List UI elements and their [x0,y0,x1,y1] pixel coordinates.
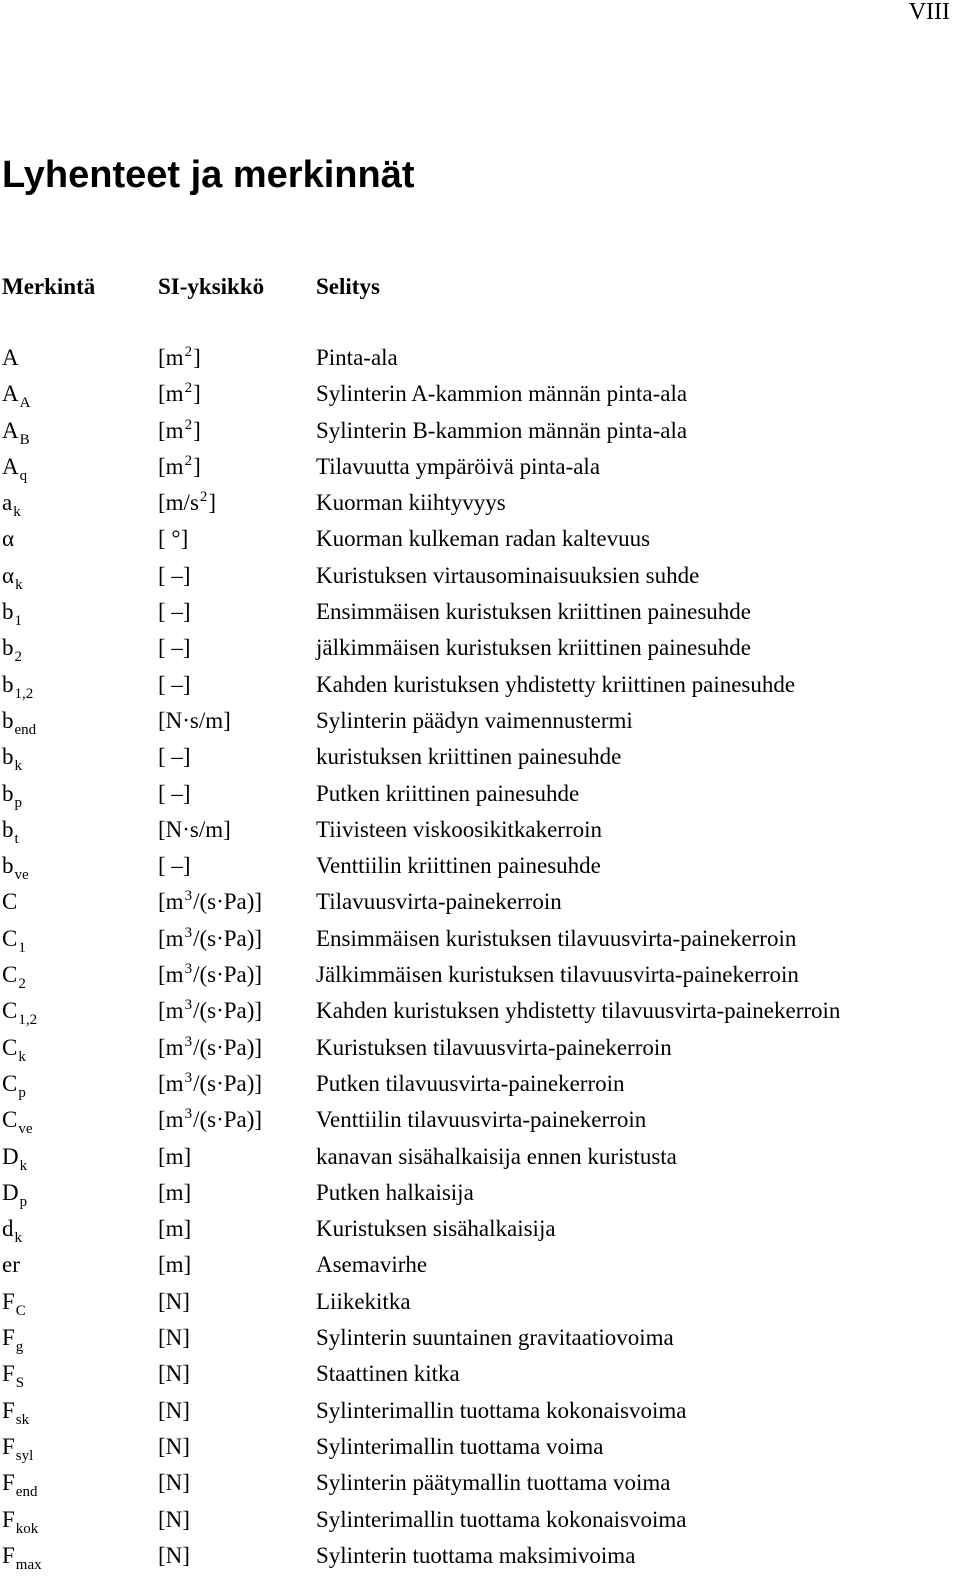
symbol-cell [2,1139,27,1178]
symbol-cell [2,1502,38,1541]
description-cell: Putken halkaisija [316,1179,474,1205]
symbol-subscript: ve [14,867,29,884]
unit-cell [158,848,191,884]
table-row [0,1175,960,1211]
symbol-subscript: k [15,576,23,593]
unit-cell [158,1284,190,1320]
unit-cell [158,1102,262,1141]
unit-text: [ –] [158,780,191,806]
description-cell: Kahden kuristuksen yhdistetty tilavuusvirta-painekerroin [316,998,841,1024]
table-row [0,449,960,485]
description-cell: Kuorman kiihtyvyys [316,490,506,516]
symbol-main: C [2,998,18,1024]
symbol-main: A [2,381,19,407]
unit-text: [m [158,962,184,988]
unit-cell [158,594,191,630]
symbol-cell [2,521,14,557]
unit-text: [N] [158,1433,190,1459]
symbol-cell [2,1066,26,1105]
description-cell: Sylinterin päätymallin tuottama voima [316,1470,671,1496]
unit-text-suffix: /(s·Pa)] [193,889,263,915]
table-row [0,1102,960,1138]
description-cell: Sylinterin suuntainen gravitaatiovoima [316,1325,674,1351]
description-cell: kuristuksen kriittinen painesuhde [316,744,622,770]
symbol-main: b [2,780,14,806]
symbol-subscript: 1,2 [14,685,34,702]
symbol-cell [2,1247,20,1283]
symbol-subscript: p [18,1084,26,1101]
symbol-main: b [2,599,14,625]
description-cell: Venttiilin kriittinen painesuhde [316,853,601,879]
description-cell: Sylinterimallin tuottama kokonaisvoima [316,1397,687,1423]
unit-text-suffix: /(s·Pa)] [193,1107,263,1133]
description-cell: Asemavirhe [316,1252,428,1278]
unit-cell [158,667,191,703]
symbol-main: C [2,889,18,915]
unit-text: [m] [158,1179,192,1205]
symbol-subscript: max [15,1556,42,1573]
symbol-cell [2,703,36,742]
table-row [0,1284,960,1320]
table-row [0,776,960,812]
symbol-subscript: ve [18,1121,33,1138]
symbol-cell [2,630,22,669]
unit-cell [158,521,188,557]
table-row [0,1465,960,1501]
symbol-main: b [2,816,14,842]
symbol-subscript: C [15,1302,26,1319]
symbol-subscript: p [14,794,22,811]
symbol-subscript: syl [15,1447,34,1464]
unit-text: [m [158,1070,184,1096]
symbol-subscript: k [14,1230,22,1247]
symbol-cell [2,558,23,597]
table-row [0,1502,960,1538]
description-cell: Kuristuksen virtausominaisuuksien suhde [316,562,700,588]
symbol-cell [2,921,26,960]
description-cell: Ensimmäisen kuristuksen kriittinen painesuhde [316,599,752,625]
unit-cell [158,558,191,594]
symbol-cell [2,1429,33,1468]
table-row [0,594,960,630]
unit-text: [N] [158,1470,190,1496]
unit-cell [158,630,191,666]
description-cell: Putken tilavuusvirta-painekerroin [316,1070,625,1096]
symbol-cell [2,957,26,996]
symbol-subscript: t [14,830,19,847]
description-cell: Sylinterin B-kammion männän pinta-ala [316,417,688,443]
symbol-subscript: end [14,721,37,738]
symbol-main: C [2,925,18,951]
symbol-subscript: k [13,504,21,521]
unit-cell [158,739,191,775]
symbol-cell [2,1356,24,1395]
symbol-main: b [2,853,14,879]
description-cell: Staattinen kitka [316,1361,460,1387]
symbol-main: C [2,1034,18,1060]
description-cell: kanavan sisähalkaisija ennen kuristusta [316,1143,677,1169]
unit-cell [158,921,262,960]
unit-text-suffix: ] [193,345,201,370]
symbol-main: b [2,671,14,697]
symbol-cell [2,776,22,815]
unit-cell [158,1502,190,1538]
unit-text: [m [158,453,184,479]
symbol-main: α [2,526,15,552]
table-row [0,667,960,703]
table-row [0,1356,960,1392]
header-unit: SI-yksikkö [158,274,265,299]
table-row [0,1538,960,1574]
unit-cell [158,449,201,488]
symbol-subscript: g [15,1339,24,1356]
symbol-main: D [2,1143,19,1169]
unit-text: [N] [158,1397,190,1423]
symbol-cell [2,667,33,706]
unit-cell [158,884,262,923]
symbol-subscript: k [14,758,22,775]
unit-superscript: 3 [184,924,193,941]
header-description: Selitys [316,274,380,299]
table-row [0,1247,960,1283]
unit-superscript: 3 [184,1069,193,1086]
symbol-cell [2,413,30,452]
unit-text: [m [158,998,184,1024]
unit-text: [m [158,1034,184,1060]
table-row [0,376,960,412]
symbol-main: α [2,562,15,588]
symbol-main: d [2,1216,14,1242]
table-row [0,1066,960,1102]
unit-text: [N] [158,1361,190,1387]
table-row [0,340,960,376]
symbol-subscript: p [19,1193,28,1210]
unit-text: [m] [158,1143,192,1169]
unit-text: [N·s/m] [158,707,231,733]
unit-cell [158,1356,190,1392]
symbol-main: b [2,707,14,733]
table-row [0,703,960,739]
description-cell: Sylinterimallin tuottama voima [316,1433,604,1459]
unit-cell [158,1538,190,1574]
page-number: VIII [908,0,950,25]
table-row [0,485,960,521]
unit-text-suffix: /(s·Pa)] [193,1034,263,1060]
table-row [0,957,960,993]
unit-text: [m] [158,1252,192,1278]
unit-text: [m [158,1107,184,1133]
symbol-list [0,340,960,1574]
symbol-main: C [2,1070,18,1096]
unit-superscript: 2 [184,452,193,469]
symbol-cell [2,449,27,488]
symbol-subscript: kok [15,1520,39,1537]
unit-superscript: 3 [184,961,193,978]
symbol-main: C [2,1107,18,1133]
description-cell: Sylinterin päädyn vaimennustermi [316,707,633,733]
symbol-main: A [2,345,19,370]
table-row [0,739,960,775]
unit-text: [N] [158,1542,190,1568]
symbol-main: A [2,453,19,479]
symbol-subscript: q [19,467,28,484]
symbol-subscript: 1,2 [18,1012,38,1029]
symbol-subscript: 2 [18,976,26,993]
unit-text: [m/s [158,490,199,516]
unit-text-suffix: ] [208,490,217,516]
description-cell: Sylinterin A-kammion männän pinta-ala [316,381,688,407]
description-cell: Pinta-ala [316,345,398,370]
symbol-main: F [2,1325,15,1351]
unit-text: [N] [158,1325,190,1351]
table-header [0,272,960,302]
description-cell: Kahden kuristuksen yhdistetty kriittinen painesuhde [316,671,796,697]
unit-superscript: 3 [184,997,193,1014]
symbol-main: F [2,1542,15,1568]
unit-superscript: 2 [184,380,193,397]
unit-text: [N·s/m] [158,816,231,842]
symbol-cell [2,1284,26,1323]
symbol-cell [2,1393,29,1432]
symbol-main: a [2,490,13,516]
unit-text: [m [158,925,184,951]
description-cell: jälkimmäisen kuristuksen kriittinen painesuhde [316,635,752,661]
symbol-cell [2,1465,37,1504]
symbol-cell [2,812,19,851]
symbol-main: F [2,1433,15,1459]
unit-cell [158,812,231,848]
unit-cell [158,1429,190,1465]
header-symbol: Merkintä [2,274,96,299]
unit-text: [ –] [158,671,191,697]
symbol-subscript: S [15,1375,25,1392]
unit-cell [158,1030,262,1069]
symbol-cell [2,594,22,633]
unit-text: [ –] [158,635,191,661]
unit-cell [158,1465,190,1501]
symbol-main: F [2,1397,15,1423]
symbol-main: b [2,744,14,770]
unit-text-suffix: /(s·Pa)] [193,962,263,988]
unit-text-suffix: ] [193,453,201,479]
symbol-cell [2,884,17,920]
symbol-subscript: A [19,395,31,412]
page-title: Lyhenteet ja merkinnät [2,154,415,196]
symbol-subscript: 1 [18,939,26,956]
description-cell: Tilavuusvirta-painekerroin [316,889,562,915]
table-row [0,848,960,884]
unit-text: [m [158,417,184,443]
symbol-main: b [2,635,14,661]
unit-superscript: 2 [199,489,208,506]
symbol-cell [2,1102,33,1141]
unit-superscript: 2 [184,416,193,433]
symbol-main: F [2,1288,15,1314]
unit-cell [158,1393,190,1429]
unit-text: [m] [158,1216,192,1242]
description-cell: Sylinterin tuottama maksimivoima [316,1542,636,1568]
table-row [0,1429,960,1465]
unit-text-suffix: /(s·Pa)] [193,925,263,951]
table-row [0,884,960,920]
symbol-subscript: k [19,1157,28,1174]
description-cell: Kuorman kulkeman radan kaltevuus [316,526,651,552]
symbol-main: F [2,1470,15,1496]
unit-superscript: 3 [184,1033,193,1050]
symbol-subscript: k [18,1048,26,1065]
description-cell: Liikekitka [316,1288,411,1314]
symbol-subscript: B [19,431,30,448]
table-row [0,1320,960,1356]
unit-text-suffix: ] [193,381,201,407]
symbol-subscript: sk [15,1411,30,1428]
symbol-cell [2,1030,26,1069]
unit-cell [158,1211,191,1247]
symbol-cell [2,485,21,524]
unit-cell [158,1066,262,1105]
unit-text: [m [158,381,184,407]
unit-text: [ °] [158,526,189,552]
unit-cell [158,340,201,379]
unit-cell [158,776,191,812]
symbol-subscript: 2 [14,649,22,666]
description-cell: Kuristuksen sisähalkaisija [316,1216,556,1242]
unit-text: [ –] [158,599,191,625]
table-row [0,921,960,957]
unit-text-suffix: /(s·Pa)] [193,998,263,1024]
symbol-subscript: 1 [14,613,22,630]
description-cell: Putken kriittinen painesuhde [316,780,580,806]
symbol-cell [2,1320,23,1359]
unit-cell [158,993,262,1032]
description-cell: Venttiilin tilavuusvirta-painekerroin [316,1107,647,1133]
unit-cell [158,1320,190,1356]
unit-text: [m [158,345,184,370]
symbol-main: er [2,1252,20,1278]
unit-cell [158,1175,191,1211]
unit-cell [158,957,262,996]
symbol-cell [2,1538,42,1577]
unit-cell [158,703,231,739]
unit-cell [158,376,201,415]
symbol-cell [2,739,22,778]
unit-cell [158,1247,191,1283]
symbol-cell [2,848,29,887]
table-row [0,812,960,848]
symbol-main: D [2,1179,19,1205]
table-row [0,1139,960,1175]
unit-text: [ –] [158,853,191,879]
description-cell: Tilavuutta ympäröivä pinta-ala [316,453,601,479]
description-cell: Sylinterimallin tuottama kokonaisvoima [316,1506,687,1532]
table-row [0,1211,960,1247]
table-row [0,1030,960,1066]
unit-text: [N] [158,1506,190,1532]
unit-superscript: 2 [184,344,193,360]
unit-cell [158,1139,191,1175]
unit-cell [158,485,216,524]
unit-text-suffix: /(s·Pa)] [193,1070,263,1096]
symbol-cell [2,1175,27,1214]
symbol-cell [2,1211,22,1250]
symbol-cell [2,376,30,415]
description-cell: Kuristuksen tilavuusvirta-painekerroin [316,1034,672,1060]
description-cell: Ensimmäisen kuristuksen tilavuusvirta-painekerroin [316,925,797,951]
unit-cell [158,413,201,452]
description-cell: Tiivisteen viskoosikitkakerroin [316,816,603,842]
table-row [0,993,960,1029]
symbol-main: F [2,1361,15,1387]
symbol-cell [2,340,19,376]
table-row [0,521,960,557]
unit-superscript: 3 [184,1106,193,1123]
description-cell: Jälkimmäisen kuristuksen tilavuusvirta-painekerroin [316,962,799,988]
symbol-subscript: end [15,1484,38,1501]
table-row [0,630,960,666]
unit-text: [m [158,889,184,915]
symbol-main: C [2,962,18,988]
unit-text: [ –] [158,744,191,770]
unit-text: [ –] [158,562,191,588]
unit-superscript: 3 [184,888,193,905]
symbol-main: F [2,1506,15,1532]
table-row [0,558,960,594]
unit-text-suffix: ] [193,417,201,443]
table-row [0,413,960,449]
symbol-main: A [2,417,19,443]
unit-text: [N] [158,1288,190,1314]
table-row [0,1393,960,1429]
symbol-cell [2,993,37,1032]
